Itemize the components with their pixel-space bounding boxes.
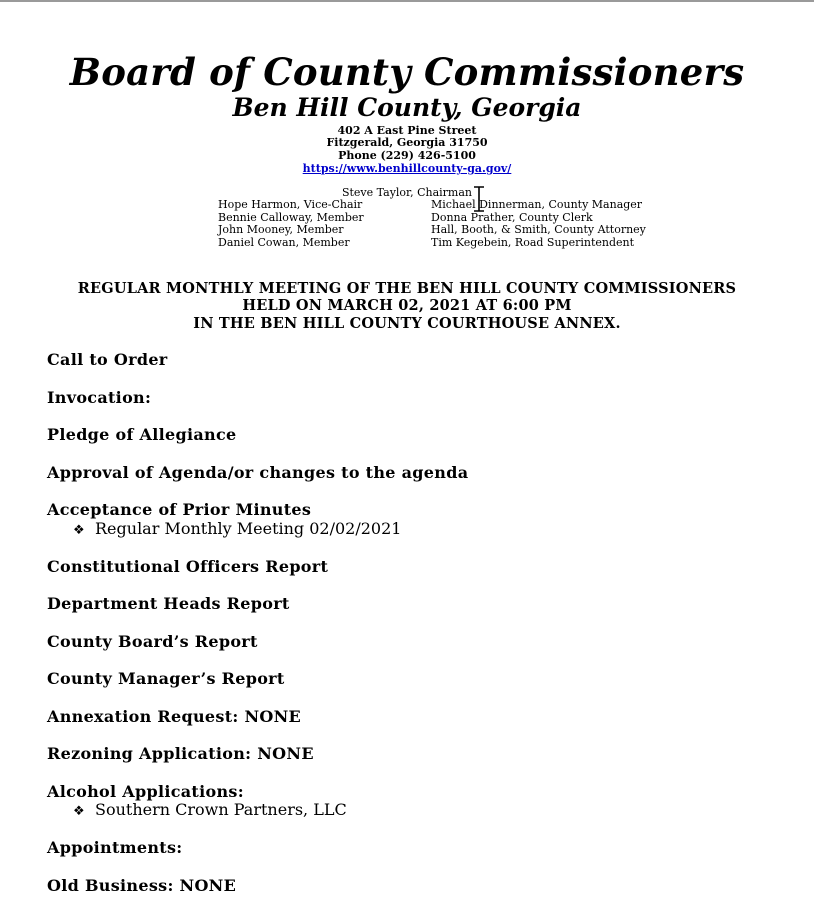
agenda-item-constitutional: Constitutional Officers Report [47,557,329,576]
address-line-2: Fitzgerald, Georgia 31750 [326,136,488,149]
meeting-heading-line-2: HELD ON MARCH 02, 2021 AT 6:00 PM [242,297,572,314]
officials-right-column [431,199,646,249]
agenda-item-acceptance: Acceptance of Prior Minutes [47,500,312,519]
address-line-1: 402 A East Pine Street [337,124,477,137]
agenda-item-county-board: County Board’s Report [47,632,258,651]
meeting-heading-line-3: IN THE BEN HILL COUNTY COURTHOUSE ANNEX. [193,315,621,332]
agenda-item-county-manager: County Manager’s Report [47,669,285,688]
document-title: Board of County Commissioners [69,50,745,94]
agenda-item-alcohol: Alcohol Applications: [47,782,244,801]
agenda-subitem-text: Regular Monthly Meeting 02/02/2021 [95,519,402,538]
agenda-item-appointments: Appointments: [47,838,183,857]
agenda-subitem-text: Southern Crown Partners, LLC [95,800,347,819]
officials-left-column [218,199,364,249]
document-subtitle: Ben Hill County, Georgia [232,93,582,122]
agenda-item-department: Department Heads Report [47,594,290,613]
agenda-item-invocation: Invocation: [47,388,152,407]
text-cursor-icon [472,186,486,216]
agenda-item-old-business: Old Business: NONE [47,876,237,895]
official-name: Bennie Calloway, Member [218,210,364,224]
chairman-name: Steve Taylor, Chairman [341,186,473,199]
phone-number: Phone (229) 426-5100 [338,149,476,162]
website-link[interactable]: https://www.benhillcounty-ga.gov/ [302,162,512,175]
agenda-item-approval: Approval of Agenda/or changes to the agenda [47,463,469,482]
official-name: Donna Prather, County Clerk [431,210,593,224]
official-name: Tim Kegebein, Road Superintendent [431,235,635,249]
agenda-subitem [73,800,347,822]
meeting-heading-line-1: REGULAR MONTHLY MEETING OF THE BEN HILL COUNTY COMMISSIONERS [77,280,737,297]
agenda-subitem [73,519,401,541]
official-name: John Mooney, Member [218,223,344,237]
agenda-item-call-to-order: Call to Order [47,350,168,369]
agenda-item-pledge: Pledge of Allegiance [47,425,237,444]
agenda-item-annexation: Annexation Request: NONE [47,707,302,726]
diamond-bullet-icon: ❖ [73,804,85,819]
agenda-item-rezoning: Rezoning Application: NONE [47,744,314,763]
official-name: Hall, Booth, & Smith, County Attorney [431,223,646,237]
official-name: Hope Harmon, Vice-Chair [218,198,363,211]
diamond-bullet-icon: ❖ [73,523,85,538]
official-name: Daniel Cowan, Member [218,235,350,249]
official-name: Michael Dinnerman, County Manager [431,198,643,211]
